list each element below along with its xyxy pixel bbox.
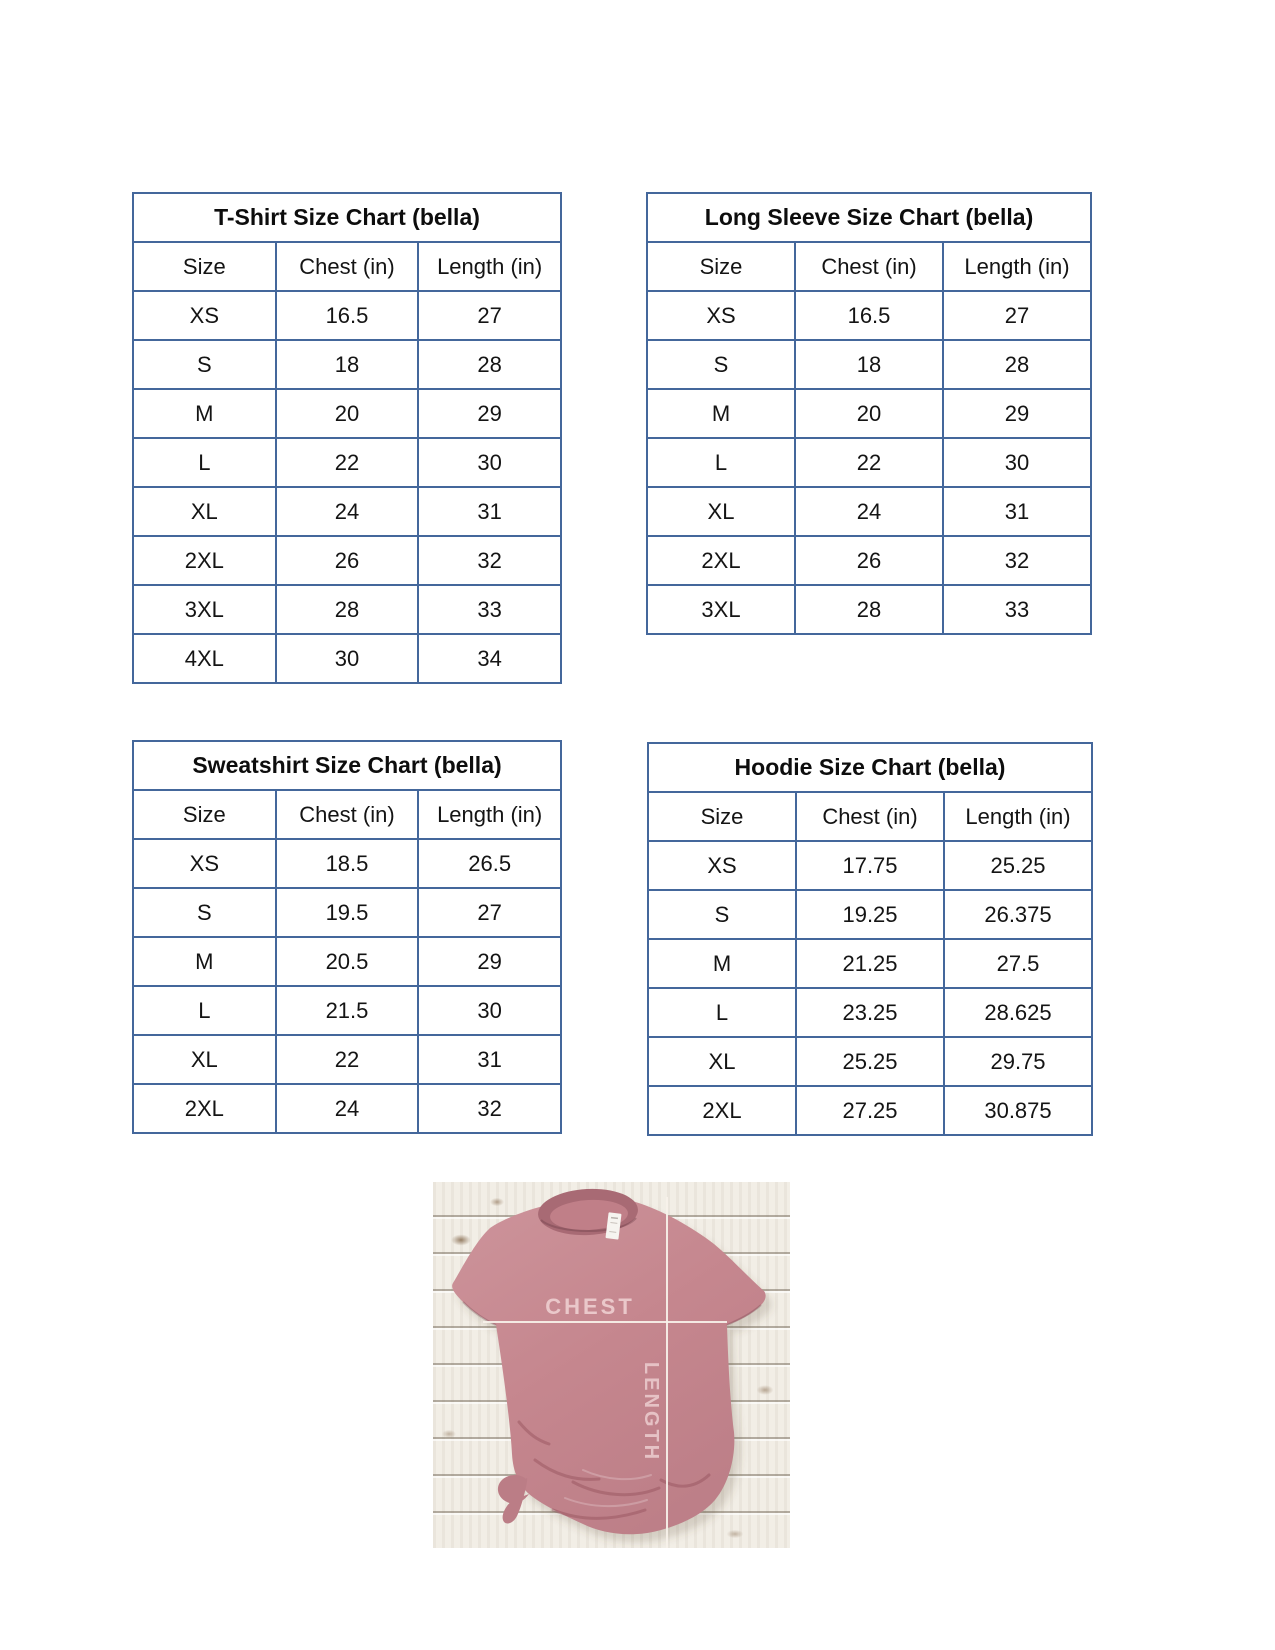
size-cell: L (133, 438, 276, 487)
table-row (647, 536, 1091, 585)
length-cell: 30 (418, 438, 561, 487)
size-cell: XS (647, 291, 795, 340)
column-header: Length (in) (418, 242, 561, 291)
column-header: Size (647, 242, 795, 291)
length-cell: 31 (418, 1035, 561, 1084)
chest-cell: 20 (795, 389, 943, 438)
column-header: Size (648, 792, 796, 841)
table-row (133, 888, 561, 937)
table-title: Hoodie Size Chart (bella) (648, 743, 1092, 792)
column-header: Chest (in) (276, 242, 419, 291)
table-row (133, 1035, 561, 1084)
size-cell: M (133, 937, 276, 986)
table-row (133, 291, 561, 340)
table-row (133, 438, 561, 487)
chest-cell: 18 (276, 340, 419, 389)
size-cell: XS (648, 841, 796, 890)
chest-cell: 22 (276, 438, 419, 487)
chest-cell: 18 (795, 340, 943, 389)
size-cell: 2XL (133, 536, 276, 585)
table-row (133, 986, 561, 1035)
table-row (133, 1084, 561, 1133)
size-cell: S (133, 888, 276, 937)
table-row (648, 988, 1092, 1037)
length-cell: 29 (418, 389, 561, 438)
column-header: Size (133, 242, 276, 291)
size-cell: XL (133, 1035, 276, 1084)
size-cell: 2XL (648, 1086, 796, 1135)
chest-label: CHEST (545, 1294, 635, 1319)
shirt-knot (498, 1475, 529, 1523)
table-row (647, 291, 1091, 340)
length-cell: 29.75 (944, 1037, 1092, 1086)
table-title: Sweatshirt Size Chart (bella) (133, 741, 561, 790)
chest-cell: 19.25 (796, 890, 944, 939)
length-cell: 27 (943, 291, 1091, 340)
length-cell: 25.25 (944, 841, 1092, 890)
length-cell: 28 (418, 340, 561, 389)
length-cell: 34 (418, 634, 561, 683)
table-row (133, 937, 561, 986)
table-row (647, 438, 1091, 487)
size-chart-table (132, 740, 562, 1134)
length-cell: 27 (418, 888, 561, 937)
column-header: Chest (in) (795, 242, 943, 291)
length-cell: 28 (943, 340, 1091, 389)
tshirt-size-table (132, 192, 562, 684)
chest-cell: 20 (276, 389, 419, 438)
length-cell: 26.375 (944, 890, 1092, 939)
size-chart-table (132, 192, 562, 684)
size-cell: M (648, 939, 796, 988)
chest-cell: 16.5 (795, 291, 943, 340)
table-row (648, 890, 1092, 939)
tshirt-illustration (433, 1182, 790, 1548)
table-row (133, 839, 561, 888)
size-chart-table (647, 742, 1093, 1136)
hoodie-size-table (647, 742, 1093, 1136)
size-cell: M (647, 389, 795, 438)
table-row (648, 939, 1092, 988)
table-row (648, 1037, 1092, 1086)
chest-cell: 17.75 (796, 841, 944, 890)
chest-cell: 20.5 (276, 937, 419, 986)
size-cell: 3XL (647, 585, 795, 634)
size-cell: 2XL (647, 536, 795, 585)
length-cell: 30 (943, 438, 1091, 487)
length-cell: 28.625 (944, 988, 1092, 1037)
size-cell: XL (647, 487, 795, 536)
chest-cell: 19.5 (276, 888, 419, 937)
size-cell: M (133, 389, 276, 438)
table-title: T-Shirt Size Chart (bella) (133, 193, 561, 242)
length-cell: 30 (418, 986, 561, 1035)
chest-cell: 24 (276, 1084, 419, 1133)
chest-cell: 28 (795, 585, 943, 634)
column-header: Length (in) (418, 790, 561, 839)
sweatshirt-size-table (132, 740, 562, 1134)
table-row (133, 340, 561, 389)
length-cell: 33 (943, 585, 1091, 634)
table-title: Long Sleeve Size Chart (bella) (647, 193, 1091, 242)
chest-cell: 27.25 (796, 1086, 944, 1135)
length-cell: 33 (418, 585, 561, 634)
table-row (647, 487, 1091, 536)
size-cell: XL (648, 1037, 796, 1086)
chest-cell: 26 (795, 536, 943, 585)
table-row (133, 585, 561, 634)
size-cell: XL (133, 487, 276, 536)
size-cell: S (648, 890, 796, 939)
chest-cell: 28 (276, 585, 419, 634)
length-cell: 29 (418, 937, 561, 986)
size-cell: XS (133, 839, 276, 888)
table-row (648, 1086, 1092, 1135)
chest-cell: 23.25 (796, 988, 944, 1037)
size-cell: 2XL (133, 1084, 276, 1133)
table-row (648, 841, 1092, 890)
length-cell: 30.875 (944, 1086, 1092, 1135)
long-sleeve-size-table (646, 192, 1092, 635)
size-cell: 3XL (133, 585, 276, 634)
column-header: Length (in) (944, 792, 1092, 841)
size-chart-table (646, 192, 1092, 635)
column-header: Chest (in) (276, 790, 419, 839)
chest-cell: 18.5 (276, 839, 419, 888)
size-cell: L (133, 986, 276, 1035)
column-header: Length (in) (943, 242, 1091, 291)
length-measure-line (666, 1197, 668, 1548)
length-cell: 29 (943, 389, 1091, 438)
size-guide-photo (433, 1182, 790, 1548)
length-cell: 26.5 (418, 839, 561, 888)
column-header: Chest (in) (796, 792, 944, 841)
size-cell: 4XL (133, 634, 276, 683)
table-row (133, 634, 561, 683)
length-cell: 27 (418, 291, 561, 340)
length-cell: 31 (943, 487, 1091, 536)
chest-cell: 24 (276, 487, 419, 536)
table-row (133, 536, 561, 585)
chest-cell: 22 (795, 438, 943, 487)
chest-cell: 21.5 (276, 986, 419, 1035)
shirt-body (452, 1194, 766, 1534)
size-cell: S (647, 340, 795, 389)
table-row (133, 389, 561, 438)
chest-cell: 26 (276, 536, 419, 585)
chest-measure-line (483, 1321, 727, 1323)
chest-cell: 30 (276, 634, 419, 683)
length-cell: 32 (418, 1084, 561, 1133)
chest-cell: 24 (795, 487, 943, 536)
table-row (647, 340, 1091, 389)
length-cell: 32 (943, 536, 1091, 585)
chest-cell: 25.25 (796, 1037, 944, 1086)
length-label: LENGTH (640, 1361, 662, 1463)
size-cell: L (648, 988, 796, 1037)
size-cell: S (133, 340, 276, 389)
chest-cell: 16.5 (276, 291, 419, 340)
size-cell: L (647, 438, 795, 487)
table-row (647, 585, 1091, 634)
length-cell: 32 (418, 536, 561, 585)
length-cell: 31 (418, 487, 561, 536)
chest-cell: 21.25 (796, 939, 944, 988)
table-row (647, 389, 1091, 438)
column-header: Size (133, 790, 276, 839)
table-row (133, 487, 561, 536)
length-cell: 27.5 (944, 939, 1092, 988)
size-cell: XS (133, 291, 276, 340)
chest-cell: 22 (276, 1035, 419, 1084)
